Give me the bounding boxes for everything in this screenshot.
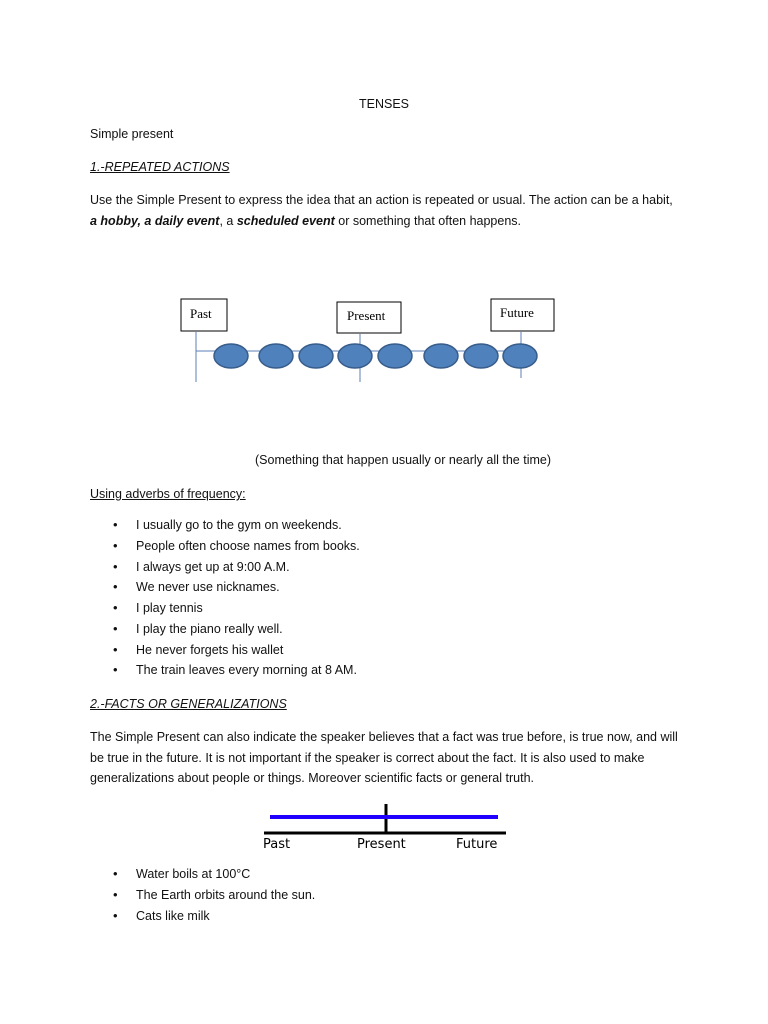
section1-text-1: Use the Simple Present to express the idea that an action is repeated or usual. The action can be a habit, bbox=[90, 193, 673, 207]
timeline2-past-label: Past bbox=[263, 837, 291, 852]
list-item: • People often choose names from books. bbox=[0, 536, 360, 557]
document-title: TENSES bbox=[358, 97, 409, 111]
section-subtitle: Simple present bbox=[90, 127, 174, 141]
timeline2-present-label: Present bbox=[357, 837, 406, 852]
section1-emphasis-2: scheduled event bbox=[236, 213, 335, 228]
section2-heading: 2.-FACTS OR GENERALIZATIONS bbox=[90, 697, 287, 711]
list-item: • The train leaves every morning at 8 AM. bbox=[0, 660, 360, 681]
list-item: • I play tennis bbox=[0, 598, 360, 619]
list-item: • I always get up at 9:00 A.M. bbox=[0, 557, 360, 578]
section2-paragraph: The Simple Present can also indicate the speaker believes that a fact was true before, is true now, and will be true in the future. It is not important if the speaker is correct about the fact. It is also used to make generalizations about people or things. Moreover scientific facts or general truth. bbox=[90, 730, 678, 785]
list-item: • He never forgets his wallet bbox=[0, 640, 360, 661]
timeline-caption: (Something that happen usually or nearly all the time) bbox=[255, 453, 551, 467]
adverbs-heading: Using adverbs of frequency: bbox=[90, 487, 246, 501]
list-item: • I usually go to the gym on weekends. bbox=[0, 515, 360, 536]
list-item: • We never use nicknames. bbox=[0, 577, 360, 598]
list-item: • Cats like milk bbox=[0, 906, 315, 927]
fact-examples-list bbox=[0, 864, 315, 926]
section1-emphasis-1: a hobby, a daily event bbox=[90, 213, 220, 228]
list-item: • The Earth orbits around the sun. bbox=[0, 885, 315, 906]
section1-heading: 1.-REPEATED ACTIONS bbox=[90, 160, 230, 174]
present-label: Present bbox=[347, 308, 386, 323]
list-item: • Water boils at 100°C bbox=[0, 864, 315, 885]
section1-text-3: or something that often happens. bbox=[334, 213, 522, 228]
list-item: • I play the piano really well. bbox=[0, 619, 360, 640]
future-label: Future bbox=[500, 305, 534, 320]
timeline2-future-label: Future bbox=[456, 837, 498, 852]
section1-text-2: , a bbox=[219, 213, 237, 228]
past-label: Past bbox=[190, 306, 212, 321]
